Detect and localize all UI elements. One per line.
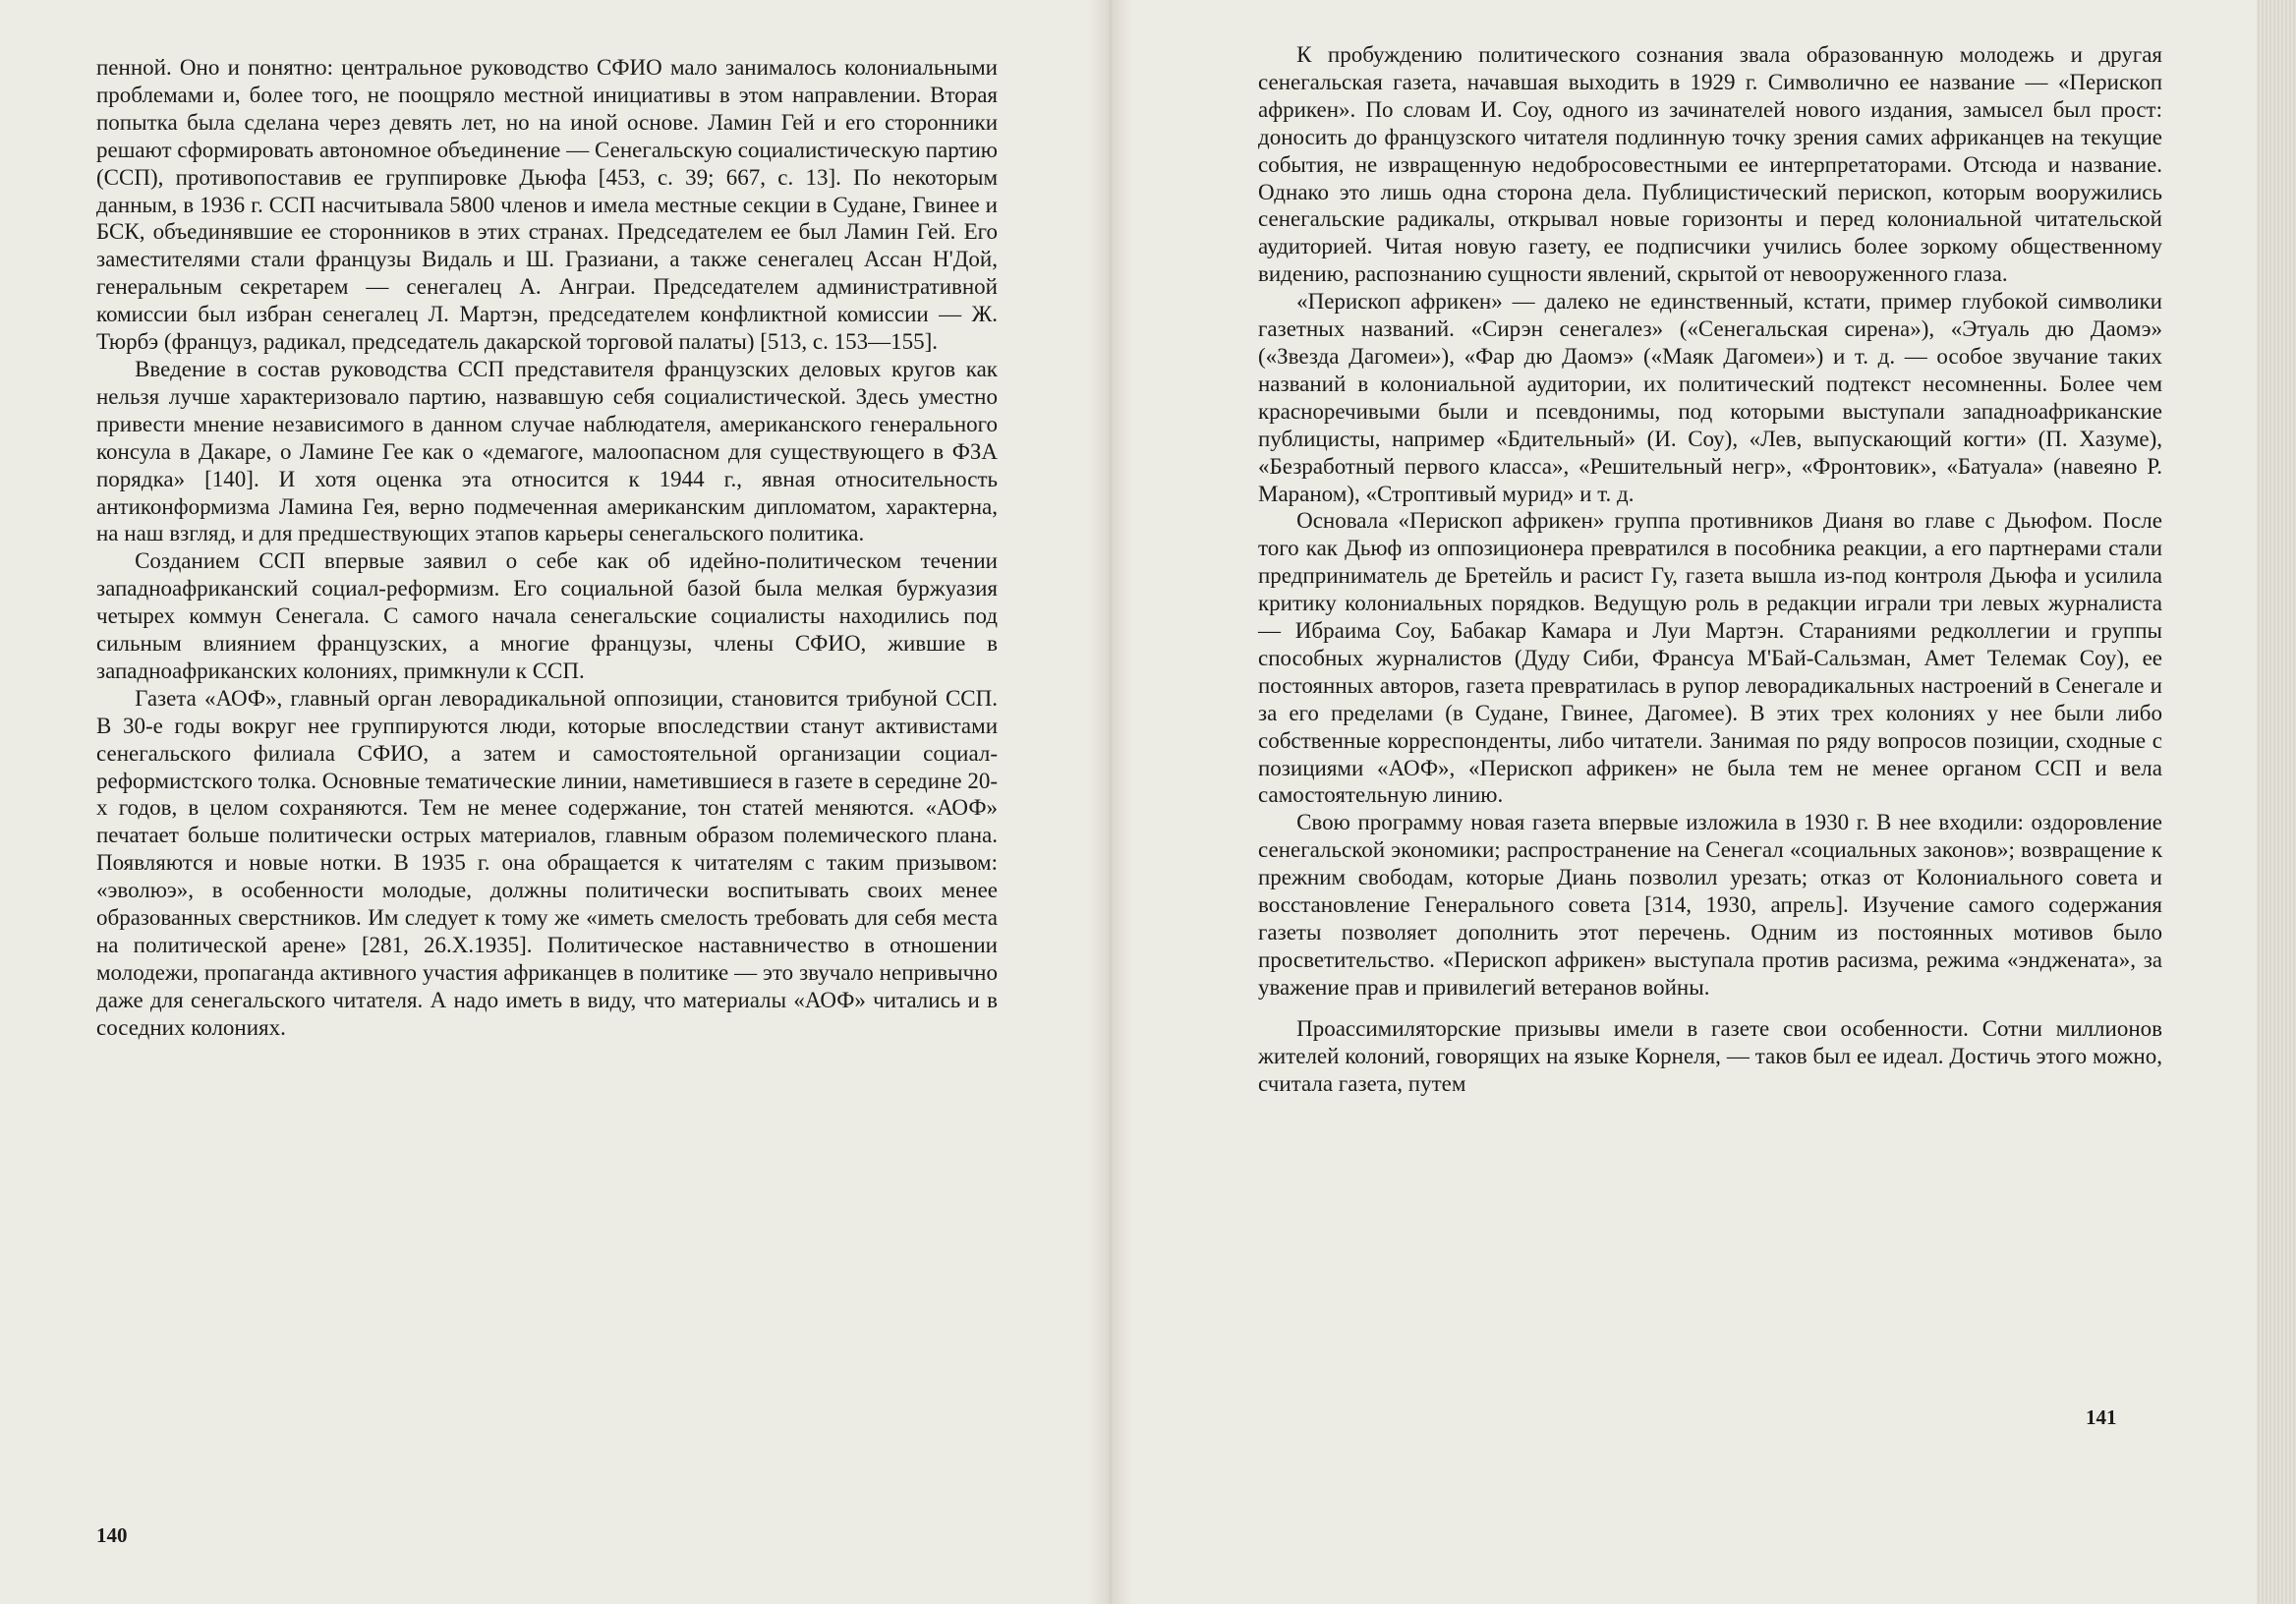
right-page: [1140, 0, 2296, 1604]
left-page: [0, 0, 1140, 1604]
paragraph: Свою программу новая газета впервые изложила в 1930 г. В нее входили: оздоровление сенегальской экономики; распространение на Сенегал «социальных законов»; возвращение к прежним свободам, которые Диань позволил урезать; отказ от Колониального совета и восстановление Генерального совета [314, 1930, апрель]. Изучение самого содержания газеты позволяет дополнить этот перечень. Одним из постоянных мотивов было просветительство. «Перископ африкен» выступала против расизма, режима «энджената», за уважение прав и привилегий ветеранов войны.: [1258, 810, 2162, 1000]
left-page-text: [96, 54, 998, 1042]
paragraph: Проассимиляторские призывы имели в газете свои особенности. Сотни миллионов жителей колоний, говорящих на языке Корнеля, — таков был ее идеал. Достичь этого можно, считала газета, путем: [1258, 1015, 2162, 1096]
right-page-text: [1258, 41, 2162, 1097]
paragraph: Созданием ССП впервые заявил о себе как об идейно-политическом течении западноафриканский социал-реформизм. Его социальной базой была мелкая буржуазия четырех коммун Сенегала. С самого начала сенегальские социалисты находились под сильным влиянием французских, а многие французы, члены СФИО, жившие в западноафриканских колониях, примкнули к ССП.: [96, 548, 998, 683]
page-edge: [2257, 0, 2296, 1604]
page-number-left: 140: [96, 1523, 128, 1547]
paragraph: Введение в состав руководства ССП представителя французских деловых кругов как нельзя лучше характеризовало партию, назвавшую себя социалистической. Здесь уместно привести мнение независимого в данном случае наблюдателя, американского генерального консула в Дакаре, о Ламине Гее как о «демагоге, малоопасном для существующего в ФЗА порядка» [140]. И хотя оценка эта относится к 1944 г., явная относительность антиконформизма Ламина Гея, верно подмеченная американским дипломатом, характерна, на наш взгляд, и для предшествующих этапов карьеры сенегальского политика.: [96, 356, 998, 546]
paragraph: Основала «Перископ африкен» группа противников Дианя во главе с Дьюфом. После того как Дьюф из оппозиционера превратился в пособника реакции, а его партнерами стали предприниматель де Бретейль и расист Гу, газета вышла из-под контроля Дьюфа и усилила критику колониальных порядков. Ведущую роль в редакции играли три левых журналиста — Ибраима Соу, Бабакар Камара и Луи Мартэн. Стараниями редколлегии и группы способных журналистов (Дуду Сиби, Франсуа М'Бай-Сальзман, Амет Телемак Соу), ее постоянных авторов, газета превратилась в рупор леворадикальных настроений в Сенегале и за его пределами (в Судане, Гвинее, Дагомее). В этих трех колониях у нее были либо собственные корреспонденты, либо читатели. Занимая по ряду вопросов позиции, сходные с позициями «АОФ», «Перископ африкен» не была тем не менее органом ССП и вела самостоятельную линию.: [1258, 508, 2162, 808]
book-gutter: [1089, 0, 1132, 1604]
paragraph: К пробуждению политического сознания звала образованную молодежь и другая сенегальская газета, начавшая выходить в 1929 г. Символично ее название — «Перископ африкен». По словам И. Соу, одного из зачинателей нового издания, замысел был прост: доносить до французского читателя подлинную точку зрения самих африканцев на текущие события, не извращенную недобросовестными ее интерпретаторами. Отсюда и название. Однако это лишь одна сторона дела. Публицистический перископ, которым вооружились сенегальские радикалы, открывал новые горизонты и перед колониальной читательской аудиторией. Читая новую газету, ее подписчики учились более зоркому общественному видению, распознанию сущности явлений, скрытой от невооруженного глаза.: [1258, 42, 2162, 287]
paragraph: пенной. Оно и понятно: центральное руководство СФИО мало занималось колониальными проблемами и, более того, не поощряло местной инициативы в этом направлении. Вторая попытка была сделана через девять лет, но на иной основе. Ламин Гей и его сторонники решают сформировать автономное объединение — Сенегальскую социалистическую партию (ССП), противопоставив ее группировке Дьюфа [453, с. 39; 667, с. 13]. По некоторым данным, в 1936 г. ССП насчитывала 5800 членов и имела местные секции в Судане, Гвинее и БСК, объединявшие ее сторонников в этих странах. Председателем ее был Ламин Гей. Его заместителями стали французы Видаль и Ш. Гразиани, а также сенегалец Ассан Н'Дой, генеральным секретарем — сенегалец А. Анграи. Председателем административной комиссии был избран сенегалец Л. Мартэн, председателем конфликтной комиссии — Ж. Тюрбэ (француз, радикал, председатель дакарской торговой палаты) [513, с. 153—155].: [96, 55, 998, 355]
paragraph: Газета «АОФ», главный орган леворадикальной оппозиции, становится трибуной ССП. В 30-е годы вокруг нее группируются люди, которые впоследствии станут активистами сенегальского филиала СФИО, а затем и самостоятельной организации социал-реформистского толка. Основные тематические линии, наметившиеся в газете в середине 20-х годов, в целом сохраняются. Тем не менее содержание, тон статей меняются. «АОФ» печатает больше политически острых материалов, главным образом полемического плана. Появляются и новые нотки. В 1935 г. она обращается к читателям с таким призывом: «эволюэ», в особенности молодые, должны политически воспитывать своих менее образованных сверстников. Им следует к тому же «иметь смелость требовать для себя места на политической арене» [281, 26.X.1935]. Политическое наставничество в отношении молодежи, пропаганда активного участия африканцев в политике — это звучало непривычно даже для сенегальского читателя. А надо иметь в виду, что материалы «АОФ» читались и в соседних колониях.: [96, 685, 998, 1040]
page-number-right: 141: [2086, 1405, 2117, 1429]
paragraph: «Перископ африкен» — далеко не единственный, кстати, пример глубокой символики газетных названий. «Сирэн сенегалез» («Сенегальская сирена»), «Этуаль дю Даомэ» («Звезда Дагомеи»), «Фар дю Даомэ» («Маяк Дагомеи») и т. д. — особое звучание таких названий в колониальной аудитории, их политический подтекст несомненны. Более чем красноречивыми были и псевдонимы, под которыми выступали западноафриканские публицисты, например «Бдительный» (И. Соу), «Лев, выпускающий когти» (П. Хазуме), «Безработный первого класса», «Решительный негр», «Фронтовик», «Батуала» (навеяно Р. Мараном), «Строптивый мурид» и т. д.: [1258, 289, 2162, 506]
